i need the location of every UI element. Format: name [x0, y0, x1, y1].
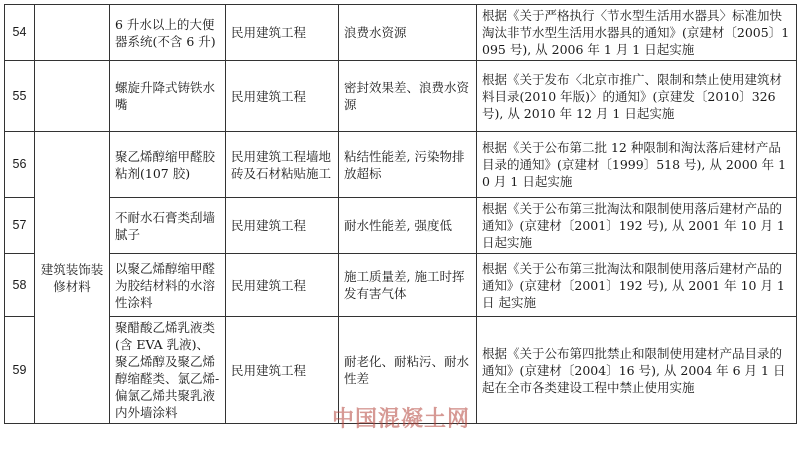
- row-number: 54: [5, 5, 35, 61]
- watermark-text: 中国混凝土网: [332, 407, 471, 432]
- reason-cell: 施工质量差, 施工时挥发有害气体: [339, 254, 477, 317]
- scope-cell: 民用建筑工程: [226, 317, 339, 424]
- row-number: 55: [5, 61, 35, 132]
- category-cell: 建筑装饰装修材料: [35, 132, 110, 424]
- product-cell: 6 升水以上的大便器系统(不含 6 升): [110, 5, 226, 61]
- category-cell-empty: [35, 5, 110, 61]
- basis-cell: 根据《关于公布第四批禁止和限制使用建材产品目录的通知》(京建材〔2004〕16 号), 从 2004 年 6 月 1 日起在全市各类建设工程中禁止使用实施: [477, 317, 797, 424]
- reason-cell: 耐老化、耐粘污、耐水性差: [339, 317, 477, 424]
- scope-cell: 民用建筑工程墙地砖及石材粘贴施工: [226, 132, 339, 198]
- product-cell: 螺旋升降式铸铁水嘴: [110, 61, 226, 132]
- product-cell: 不耐水石膏类刮墙腻子: [110, 198, 226, 254]
- row-number: 59: [5, 317, 35, 424]
- basis-cell: 根据《关于公布第二批 12 种限制和淘汰落后建材产品目录的通知》(京建材〔1999〕518 号), 从 2000 年 10 月 1 日起实施: [477, 132, 797, 198]
- table-row: [5, 132, 797, 198]
- row-number: 57: [5, 198, 35, 254]
- product-cell: 聚醋酸乙烯乳液类(含 EVA 乳液)、聚乙烯醇及聚乙烯醇缩醛类、氯乙烯-偏氯乙烯共聚乳液内外墙涂料: [110, 317, 226, 424]
- basis-cell: 根据《关于公布第三批淘汰和限制使用落后建材产品的通知》(京建材〔2001〕192 号), 从 2001 年 10 月 1 日 起实施: [477, 254, 797, 317]
- materials-table: [4, 4, 797, 424]
- table-row: [5, 254, 797, 317]
- reason-cell: 密封效果差、浪费水资源: [339, 61, 477, 132]
- reason-cell: 粘结性能差, 污染物排放超标: [339, 132, 477, 198]
- scope-cell: 民用建筑工程: [226, 5, 339, 61]
- product-cell: 以聚乙烯醇缩甲醛为胶结材料的水溶性涂料: [110, 254, 226, 317]
- table-row: [5, 198, 797, 254]
- scope-cell: 民用建筑工程: [226, 198, 339, 254]
- reason-cell: 浪费水资源: [339, 5, 477, 61]
- reason-cell: 耐水性能差, 强度低: [339, 198, 477, 254]
- basis-cell: 根据《关于发布〈北京市推广、限制和禁止使用建筑材料目录(2010 年版)〉的通知》(京建发〔2010〕326 号), 从 2010 年 12 月 1 日起实施: [477, 61, 797, 132]
- category-cell-empty: [35, 61, 110, 132]
- scope-cell: 民用建筑工程: [226, 61, 339, 132]
- table-row: [5, 61, 797, 132]
- row-number: 56: [5, 132, 35, 198]
- basis-cell: 根据《关于严格执行〈节水型生活用水器具〉标准加快淘汰非节水型生活用水器具的通知》(京建材〔2005〕1095 号), 从 2006 年 1 月 1 日起实施: [477, 5, 797, 61]
- row-number: 58: [5, 254, 35, 317]
- table-row: [5, 5, 797, 61]
- product-cell: 聚乙烯醇缩甲醛胶粘剂(107 胶): [110, 132, 226, 198]
- scope-cell: 民用建筑工程: [226, 254, 339, 317]
- basis-cell: 根据《关于公布第三批淘汰和限制使用落后建材产品的通知》(京建材〔2001〕192 号), 从 2001 年 10 月 1 日起实施: [477, 198, 797, 254]
